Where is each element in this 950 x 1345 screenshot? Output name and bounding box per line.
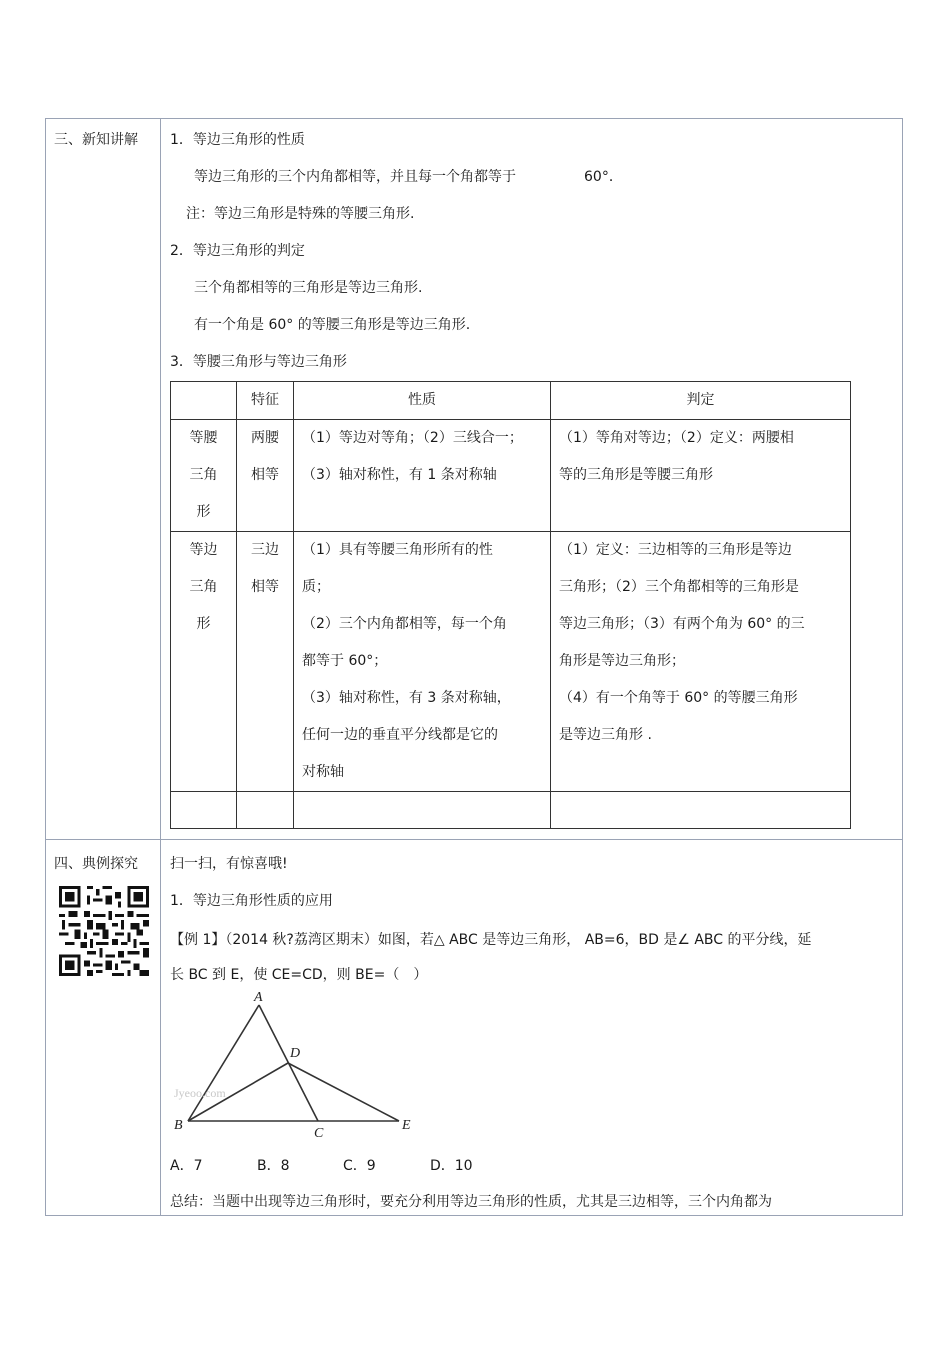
table-row	[171, 420, 851, 532]
qr-code-icon	[59, 886, 149, 976]
cell-line: （4）有一个角等于 60° 的等腰三角形	[559, 690, 798, 706]
cell-line: 对称轴	[302, 764, 344, 780]
cell-line: （1）等角对等边；（2）定义：两腰相	[559, 430, 794, 446]
note-text: 注：等边三角形是特殊的等腰三角形.	[186, 206, 415, 222]
property-text: 等边三角形的三个内角都相等，并且每一个角都等于	[194, 169, 516, 185]
table-header-row	[171, 382, 851, 420]
empty-cell	[171, 792, 237, 829]
vertex-label-d: D	[290, 1046, 301, 1061]
heading-criteria: 2．等边三角形的判定	[170, 243, 305, 259]
criteria-text-1: 三个角都相等的三角形是等边三角形.	[194, 280, 423, 296]
cell-line: （1）具有等腰三角形所有的性	[302, 542, 493, 558]
row-name-cell	[171, 420, 237, 532]
cell-line: 等腰	[189, 430, 218, 446]
option-c: C．9	[343, 1158, 376, 1174]
vertex-label-e: E	[402, 1118, 411, 1133]
cell-line: 等边三角形；（3）有两个角为 60° 的三	[559, 616, 805, 632]
vertex-label-c: C	[314, 1126, 324, 1141]
cell-line: （3）轴对称性，有 1 条对称轴	[302, 467, 497, 483]
cell-line: 相等	[251, 467, 279, 483]
cell-line: 质；	[302, 579, 330, 595]
cell-line: 等的三角形是等腰三角形	[559, 467, 713, 483]
cell-line: （1）定义：三边相等的三角形是等边	[559, 542, 792, 558]
vertex-label-b: B	[174, 1118, 183, 1133]
row-feature-cell	[237, 532, 294, 792]
cell-line: 是等边三角形 .	[559, 727, 652, 743]
cell-line: 形	[196, 616, 211, 632]
scan-prompt: 扫一扫，有惊喜哦!	[170, 856, 288, 872]
cell-line: 形	[196, 504, 211, 520]
figure-watermark: Jyeoo.com	[174, 1086, 226, 1100]
row-property-cell	[294, 420, 551, 532]
empty-cell	[237, 792, 294, 829]
cell-line: 任何一边的垂直平分线都是它的	[302, 727, 498, 743]
vertex-label-a: A	[254, 990, 263, 1005]
summary-text: 总结：当题中出现等边三角形时，要充分利用等边三角形的性质，尤其是三边相等，三个内角都为	[170, 1194, 772, 1210]
cell-line: 三角形；（2）三个角都相等的三角形是	[559, 579, 799, 595]
triangle-figure	[166, 987, 416, 1147]
cell-line: 都等于 60°；	[302, 653, 388, 669]
empty-cell	[551, 792, 851, 829]
empty-cell	[294, 792, 551, 829]
property-value: 60°．	[584, 169, 623, 185]
cell-line: 等边	[189, 542, 218, 558]
table-row-empty	[171, 792, 851, 829]
table-header-cell: 性质	[294, 382, 551, 420]
cell-line: 三角	[189, 579, 218, 595]
criteria-text-2: 有一个角是 60° 的等腰三角形是等边三角形.	[194, 317, 471, 333]
heading-application: 1．等边三角形性质的应用	[170, 893, 333, 909]
row-criteria-cell	[551, 420, 851, 532]
cell-line: 三角	[189, 467, 218, 483]
heading-properties: 1．等边三角形的性质	[170, 132, 305, 148]
row-divider	[46, 839, 902, 840]
table-row	[171, 532, 851, 792]
cell-line: （1）等边对等角；（2）三线合一；	[302, 430, 523, 446]
row-property-cell	[294, 532, 551, 792]
column-divider	[160, 119, 161, 1215]
section-3-label: 三、新知讲解	[54, 132, 138, 148]
cell-line: 相等	[251, 579, 279, 595]
option-b: B．8	[257, 1158, 290, 1174]
comparison-table	[170, 381, 851, 829]
cell-line: （2）三个内角都相等，每一个角	[302, 616, 507, 632]
row-feature-cell	[237, 420, 294, 532]
cell-line: 两腰	[251, 430, 279, 446]
cell-line: 角形是等边三角形；	[559, 653, 685, 669]
example-line-2: 长 BC 到 E，使 CE=CD，则 BE=（ ）	[170, 967, 428, 983]
main-layout-table	[45, 118, 903, 1216]
table-header-cell	[171, 382, 237, 420]
section-4-label: 四、典例探究	[54, 856, 138, 872]
option-d: D．10	[430, 1158, 473, 1174]
table-header-cell: 特征	[237, 382, 294, 420]
heading-comparison: 3．等腰三角形与等边三角形	[170, 354, 347, 370]
example-line-1: 【例 1】（2014 秋?荔湾区期末）如图，若△ ABC 是等边三角形， AB=6，BD 是∠ ABC 的平分线，延	[170, 932, 812, 948]
row-criteria-cell	[551, 532, 851, 792]
cell-line: 三边	[251, 542, 279, 558]
cell-line: （3）轴对称性，有 3 条对称轴，	[302, 690, 511, 706]
table-header-cell: 判定	[551, 382, 851, 420]
option-a: A．7	[170, 1158, 203, 1174]
row-name-cell	[171, 532, 237, 792]
figure-lines	[188, 1005, 399, 1121]
